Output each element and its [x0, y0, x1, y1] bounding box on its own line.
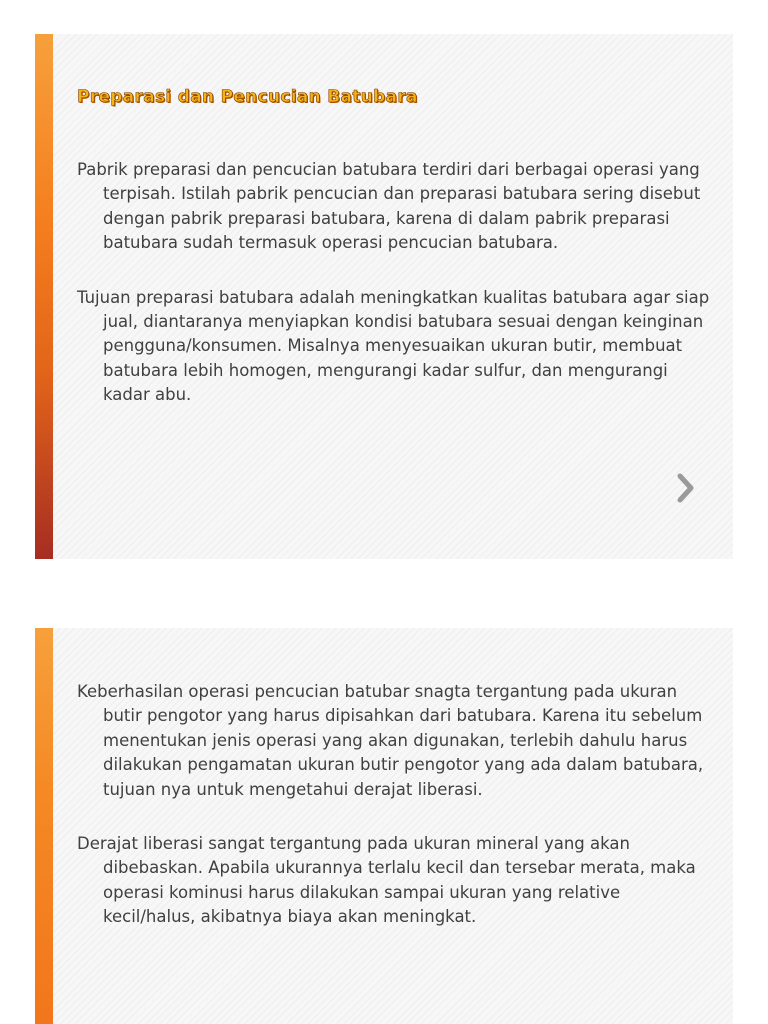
accent-bar	[35, 34, 53, 559]
paragraph: Tujuan preparasi batubara adalah meningkatkan kualitas batubara agar siap jual, diantaranya menyiapkan kondisi batubara sesuai dengan keinginan pengguna/konsumen. Misalnya menyesuaikan ukuran butir, membuat batubara lebih homogen, mengurangi kadar sulfur, dan mengurangi kadar abu.	[77, 287, 710, 405]
slide-title: Preparasi dan Pencucian Batubara	[77, 87, 418, 107]
slide-body	[77, 680, 717, 960]
chevron-right-icon[interactable]	[675, 470, 699, 506]
slide-1	[35, 34, 733, 559]
slide-2	[35, 628, 733, 1024]
accent-bar	[35, 628, 53, 1024]
paragraph: Pabrik preparasi dan pencucian batubara terdiri dari berbagai operasi yang terpisah. Istilah pabrik pencucian dan preparasi batubara sering disebut dengan pabrik preparasi batubara, karena di dalam pabrik preparasi batubara sudah termasuk operasi pencucian batubara.	[77, 160, 701, 253]
paragraph: Keberhasilan operasi pencucian batubar snagta tergantung pada ukuran butir pengotor yang harus dipisahkan dari batubara. Karena itu sebelum menentukan jenis operasi yang akan digunakan, terlebih dahulu harus dilakukan pengamatan ukuran butir pengotor yang ada dalam batubara, tujuan nya untuk mengetahui derajat liberasi.	[77, 682, 704, 799]
slide-body	[77, 158, 717, 438]
paragraph: Derajat liberasi sangat tergantung pada ukuran mineral yang akan dibebaskan. Apabila ukurannya terlalu kecil dan tersebar merata, maka operasi kominusi harus dilakukan sampai ukuran yang relative kecil/halus, akibatnya biaya akan meningkat.	[77, 834, 696, 927]
